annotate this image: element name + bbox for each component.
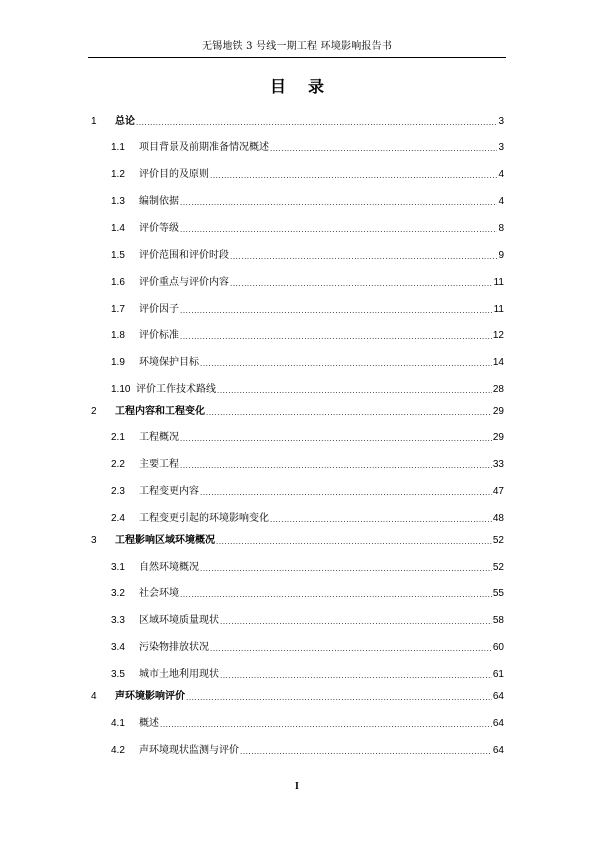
toc-entry-number: 1 bbox=[91, 116, 97, 127]
toc-entry-number: 1.2 bbox=[111, 169, 125, 180]
toc-entry-page: 29 bbox=[492, 432, 504, 443]
toc-dot-leader bbox=[220, 616, 492, 628]
toc-section-entry[interactable] bbox=[111, 485, 504, 499]
toc-entry-number: 1.9 bbox=[111, 357, 125, 368]
toc-entry-page: 11 bbox=[493, 304, 504, 315]
toc-entry-number: 1.1 bbox=[111, 142, 125, 153]
toc-section-entry[interactable] bbox=[111, 168, 504, 182]
toc-entry-page: 8 bbox=[498, 223, 504, 234]
footer-page-number: I bbox=[295, 781, 299, 792]
toc-dot-leader bbox=[270, 514, 492, 526]
toc-dot-leader bbox=[230, 278, 493, 290]
toc-entry-number: 2.3 bbox=[111, 486, 125, 497]
page-header: 无锡地铁 3 号线一期工程 环境影响报告书 bbox=[201, 41, 393, 52]
toc-section-entry[interactable] bbox=[111, 641, 504, 655]
toc-entry-number: 2.2 bbox=[111, 459, 125, 470]
toc-entry-number: 2.1 bbox=[111, 432, 125, 443]
toc-entry-label: 声环境现状监测与评价 bbox=[139, 745, 239, 756]
toc-entry-label: 评价工作技术路线 bbox=[136, 384, 216, 395]
toc-chapter-entry[interactable] bbox=[91, 534, 504, 548]
toc-dot-leader bbox=[180, 589, 492, 601]
toc-entry-label: 总论 bbox=[115, 116, 135, 127]
toc-entry-label: 声环境影响评价 bbox=[115, 691, 185, 702]
toc-dot-leader bbox=[210, 170, 497, 182]
toc-entry-label: 概述 bbox=[139, 718, 159, 729]
toc-dot-leader bbox=[180, 305, 493, 317]
toc-section-entry[interactable] bbox=[111, 744, 504, 758]
toc-entry-page: 64 bbox=[492, 745, 504, 756]
toc-title: 目录 bbox=[269, 77, 346, 96]
toc-entry-label: 社会环境 bbox=[139, 588, 179, 599]
toc-dot-leader bbox=[180, 460, 492, 472]
toc-chapter-entry[interactable] bbox=[91, 405, 504, 419]
toc-entry-label: 区域环境质量现状 bbox=[139, 615, 219, 626]
toc-entry-number: 3.2 bbox=[111, 588, 125, 599]
toc-dot-leader bbox=[270, 143, 497, 155]
toc-entry-page: 55 bbox=[492, 588, 504, 599]
toc-entry-page: 12 bbox=[492, 330, 504, 341]
toc-section-entry[interactable] bbox=[111, 458, 504, 472]
toc-entry-number: 1.4 bbox=[111, 223, 125, 234]
toc-entry-label: 环境保护目标 bbox=[139, 357, 199, 368]
toc-dot-leader bbox=[200, 358, 492, 370]
toc-dot-leader bbox=[230, 251, 497, 263]
toc-entry-number: 4.2 bbox=[111, 745, 125, 756]
toc-entry-label: 项目背景及前期准备情况概述 bbox=[139, 142, 269, 153]
toc-entry-page: 4 bbox=[498, 196, 504, 207]
toc-section-entry[interactable] bbox=[111, 329, 504, 343]
toc-entry-label: 编制依据 bbox=[139, 196, 179, 207]
toc-chapter-entry[interactable] bbox=[91, 690, 504, 704]
toc-section-entry[interactable] bbox=[111, 717, 504, 731]
toc-section-entry[interactable] bbox=[111, 303, 504, 317]
toc-entry-label: 评价目的及原则 bbox=[139, 169, 209, 180]
toc-entry-number: 3.1 bbox=[111, 562, 125, 573]
toc-entry-page: 14 bbox=[492, 357, 504, 368]
toc-section-entry[interactable] bbox=[111, 561, 504, 575]
toc-dot-leader bbox=[217, 385, 492, 397]
toc-entry-page: 58 bbox=[492, 615, 504, 626]
toc-entry-number: 1.7 bbox=[111, 304, 125, 315]
toc-entry-page: 4 bbox=[498, 169, 504, 180]
toc-entry-page: 28 bbox=[492, 384, 504, 395]
toc-section-entry[interactable] bbox=[111, 587, 504, 601]
toc-entry-label: 城市土地利用现状 bbox=[139, 669, 219, 680]
toc-entry-page: 33 bbox=[492, 459, 504, 470]
toc-section-entry[interactable] bbox=[111, 222, 504, 236]
toc-dot-leader bbox=[186, 692, 492, 704]
toc-entry-page: 60 bbox=[492, 642, 504, 653]
toc-entry-page: 3 bbox=[498, 116, 504, 127]
toc-entry-label: 主要工程 bbox=[139, 459, 179, 470]
toc-dot-leader bbox=[200, 563, 492, 575]
toc-entry-label: 评价等级 bbox=[139, 223, 179, 234]
toc-section-entry[interactable] bbox=[111, 614, 504, 628]
toc-section-entry[interactable] bbox=[111, 276, 504, 290]
toc-entry-label: 工程内容和工程变化 bbox=[115, 406, 205, 417]
toc-section-entry[interactable] bbox=[111, 668, 504, 682]
toc-entry-label: 工程概况 bbox=[139, 432, 179, 443]
toc-entry-page: 52 bbox=[492, 562, 504, 573]
toc-dot-leader bbox=[180, 331, 492, 343]
toc-entry-label: 评价因子 bbox=[139, 304, 179, 315]
toc-dot-leader bbox=[200, 487, 492, 499]
toc-entry-number: 4 bbox=[91, 691, 97, 702]
toc-entry-page: 3 bbox=[498, 142, 504, 153]
toc-entry-page: 64 bbox=[492, 718, 504, 729]
toc-section-entry[interactable] bbox=[111, 195, 504, 209]
toc-entry-label: 污染物排放状况 bbox=[139, 642, 209, 653]
toc-entry-number: 3.5 bbox=[111, 669, 125, 680]
toc-entry-page: 61 bbox=[492, 669, 504, 680]
toc-entry-label: 评价标准 bbox=[139, 330, 179, 341]
toc-entry-label: 工程变更引起的环境影响变化 bbox=[139, 513, 269, 524]
toc-dot-leader bbox=[206, 407, 492, 419]
toc-entry-number: 4.1 bbox=[111, 718, 125, 729]
toc-entry-page: 52 bbox=[492, 535, 504, 546]
toc-entry-number: 2.4 bbox=[111, 513, 125, 524]
toc-entry-label: 评价范围和评价时段 bbox=[139, 250, 229, 261]
toc-entry-label: 工程影响区域环境概况 bbox=[115, 535, 215, 546]
toc-dot-leader bbox=[216, 536, 492, 548]
toc-entry-label: 自然环境概况 bbox=[139, 562, 199, 573]
toc-dot-leader bbox=[180, 197, 497, 209]
toc-entry-number: 1.3 bbox=[111, 196, 125, 207]
toc-entry-number: 3.3 bbox=[111, 615, 125, 626]
toc-entry-number: 1.6 bbox=[111, 277, 125, 288]
toc-entry-page: 64 bbox=[492, 691, 504, 702]
toc-dot-leader bbox=[210, 643, 492, 655]
toc-entry-number: 3.4 bbox=[111, 642, 125, 653]
toc-entry-number: 1.10 bbox=[111, 384, 131, 395]
toc-entry-number: 1.5 bbox=[111, 250, 125, 261]
toc-entry-label: 评价重点与评价内容 bbox=[139, 277, 229, 288]
toc-section-entry[interactable] bbox=[111, 249, 504, 263]
toc-chapter-entry[interactable] bbox=[91, 115, 504, 129]
toc-dot-leader bbox=[180, 224, 497, 236]
toc-entry-page: 29 bbox=[492, 406, 504, 417]
toc-dot-leader bbox=[180, 433, 492, 445]
toc-entry-page: 47 bbox=[492, 486, 504, 497]
toc-section-entry[interactable] bbox=[111, 356, 504, 370]
toc-entry-page: 11 bbox=[493, 277, 504, 288]
toc-entry-label: 工程变更内容 bbox=[139, 486, 199, 497]
toc-entry-page: 9 bbox=[498, 250, 504, 261]
toc-dot-leader bbox=[220, 670, 492, 682]
toc-entry-number: 1.8 bbox=[111, 330, 125, 341]
toc-entry-number: 3 bbox=[91, 535, 97, 546]
toc-section-entry[interactable] bbox=[111, 141, 504, 155]
toc-section-entry[interactable] bbox=[111, 431, 504, 445]
toc-section-entry[interactable] bbox=[111, 512, 504, 526]
toc-dot-leader bbox=[136, 117, 497, 129]
toc-dot-leader bbox=[240, 746, 492, 758]
toc-section-entry[interactable] bbox=[111, 383, 504, 397]
toc-entry-page: 48 bbox=[492, 513, 504, 524]
toc-dot-leader bbox=[160, 719, 492, 731]
toc-entry-number: 2 bbox=[91, 406, 97, 417]
